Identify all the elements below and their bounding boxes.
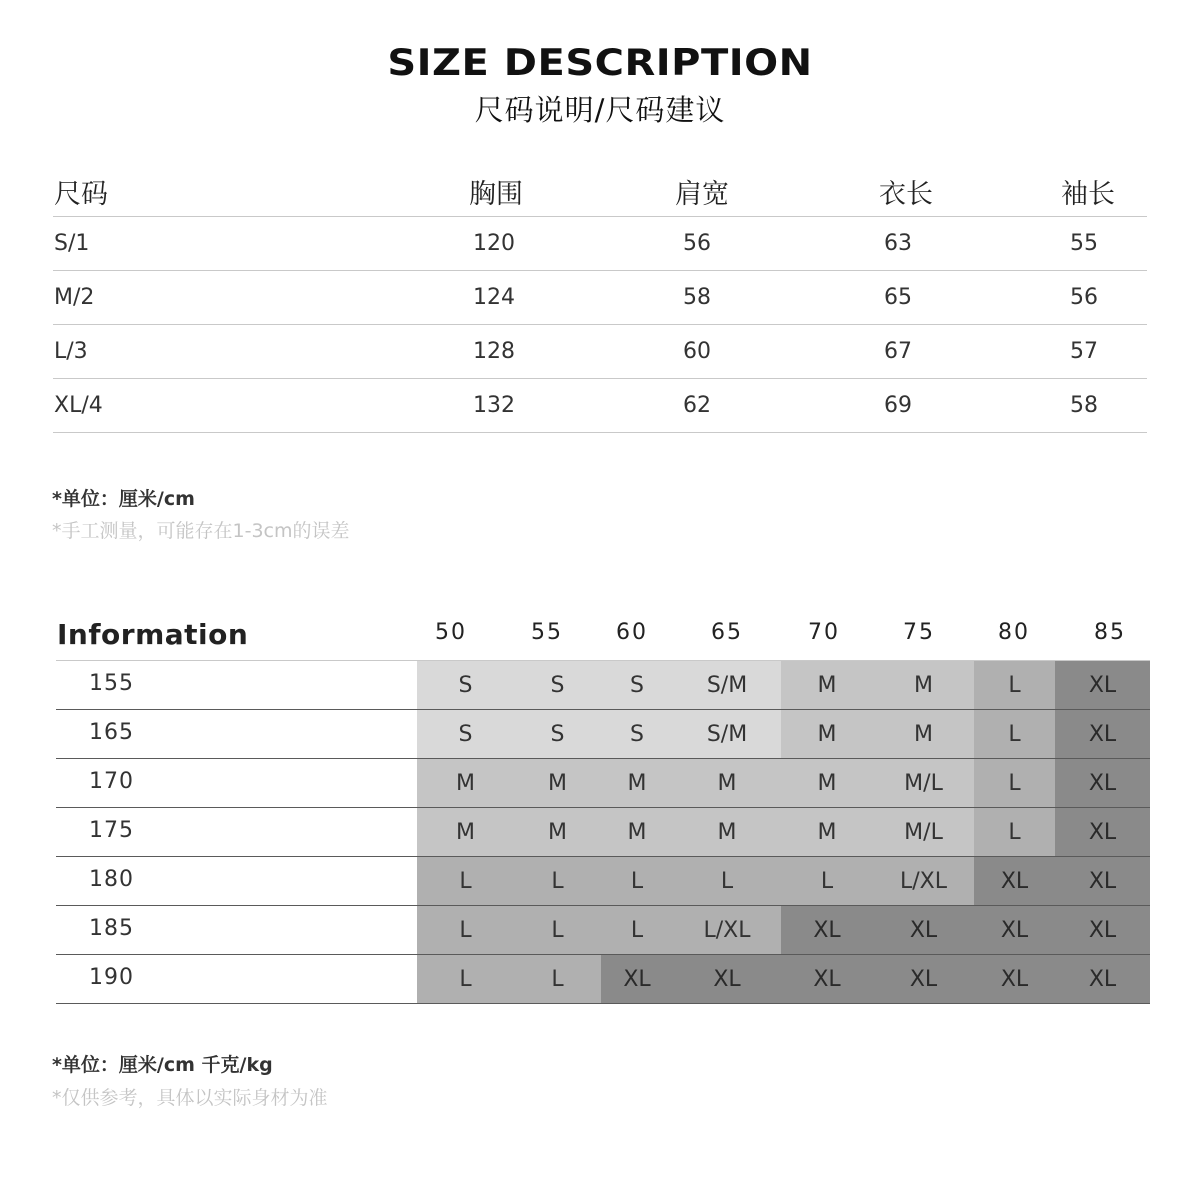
size-cell: L	[781, 857, 873, 905]
header-chest: 胸围	[469, 179, 523, 210]
size-cell: XL	[673, 955, 781, 1003]
size-cell: XL	[974, 857, 1055, 905]
size-cell: L	[514, 906, 601, 954]
size-cell: XL	[1055, 808, 1150, 856]
cell-chest: 132	[473, 393, 515, 418]
size-cell: L	[974, 808, 1055, 856]
size-cell: M	[417, 759, 514, 807]
height-label: 170	[89, 769, 134, 794]
size-table-header	[53, 160, 1147, 217]
size-cell: S	[514, 661, 601, 709]
weight-label: 85	[1094, 620, 1126, 645]
size-cell: XL	[1055, 906, 1150, 954]
size-cell: XL	[601, 955, 673, 1003]
size-cell: XL	[1055, 661, 1150, 709]
cell-shoulder: 60	[683, 339, 711, 364]
size-cell: L/XL	[673, 906, 781, 954]
cell-sleeve: 57	[1070, 339, 1098, 364]
cell-size: M/2	[54, 285, 95, 310]
cell-chest: 120	[473, 231, 515, 256]
table-row	[56, 955, 1150, 1004]
weight-label: 70	[808, 620, 840, 645]
disclaimer-note: *仅供参考，具体以实际身材为准	[52, 1087, 328, 1109]
table-row	[53, 271, 1147, 325]
size-cell: S	[601, 661, 673, 709]
table-row	[56, 710, 1150, 759]
size-cell: L	[417, 906, 514, 954]
size-cell: L/XL	[873, 857, 974, 905]
size-cell: L	[673, 857, 781, 905]
page-title: SIZE DESCRIPTION	[387, 41, 813, 85]
size-cell: XL	[873, 906, 974, 954]
table-row	[53, 217, 1147, 271]
unit-note: *单位：厘米/cm	[52, 488, 195, 510]
table-row	[56, 660, 1150, 710]
size-cell: L	[974, 661, 1055, 709]
size-cell: XL	[781, 906, 873, 954]
weight-label: 80	[998, 620, 1030, 645]
height-label: 185	[89, 916, 134, 941]
size-table	[53, 160, 1147, 433]
size-cell: M	[873, 710, 974, 758]
size-cell: M	[673, 759, 781, 807]
info-title: Information	[57, 618, 249, 651]
size-cell: L	[514, 955, 601, 1003]
size-cell: S/M	[673, 661, 781, 709]
size-cell: M/L	[873, 808, 974, 856]
size-cell: S	[417, 661, 514, 709]
size-cell: XL	[781, 955, 873, 1003]
size-cell: S/M	[673, 710, 781, 758]
table-row	[53, 379, 1147, 433]
table-row	[56, 857, 1150, 906]
weight-label: 60	[616, 620, 648, 645]
weight-label: 75	[903, 620, 935, 645]
size-cell: M	[781, 661, 873, 709]
table-row	[56, 808, 1150, 857]
height-label: 190	[89, 965, 134, 990]
height-label: 175	[89, 818, 134, 843]
table-row	[53, 325, 1147, 379]
cell-shoulder: 62	[683, 393, 711, 418]
size-cell: XL	[1055, 759, 1150, 807]
cell-size: S/1	[54, 231, 90, 256]
weight-label: 55	[531, 620, 563, 645]
cell-length: 69	[884, 393, 912, 418]
cell-chest: 128	[473, 339, 515, 364]
size-cell: M	[781, 710, 873, 758]
size-cell: L	[417, 955, 514, 1003]
page-subtitle: 尺码说明/尺码建议	[474, 93, 726, 127]
size-cell: XL	[873, 955, 974, 1003]
cell-size: L/3	[54, 339, 88, 364]
size-cell: S	[601, 710, 673, 758]
cell-length: 67	[884, 339, 912, 364]
size-cell: XL	[1055, 857, 1150, 905]
header-shoulder: 肩宽	[675, 179, 729, 210]
size-cell: M	[673, 808, 781, 856]
size-cell: L	[601, 906, 673, 954]
height-label: 180	[89, 867, 134, 892]
cell-shoulder: 58	[683, 285, 711, 310]
size-cell: XL	[974, 955, 1055, 1003]
size-cell: M	[781, 808, 873, 856]
cell-size: XL/4	[54, 393, 103, 418]
cell-length: 65	[884, 285, 912, 310]
size-cell: XL	[1055, 710, 1150, 758]
cell-sleeve: 55	[1070, 231, 1098, 256]
weight-label: 50	[435, 620, 467, 645]
height-label: 155	[89, 671, 134, 696]
weight-label: 65	[711, 620, 743, 645]
size-cell: M	[514, 759, 601, 807]
size-cell: L	[974, 710, 1055, 758]
cell-length: 63	[884, 231, 912, 256]
unit-note-2: *单位：厘米/cm 千克/kg	[52, 1054, 273, 1076]
size-cell: M	[873, 661, 974, 709]
size-cell: XL	[974, 906, 1055, 954]
table-row	[56, 906, 1150, 955]
header-length: 衣长	[879, 179, 933, 210]
size-cell: S	[514, 710, 601, 758]
size-cell: L	[514, 857, 601, 905]
size-recommendation-grid	[56, 660, 1150, 1004]
size-cell: M	[781, 759, 873, 807]
size-cell: L	[417, 857, 514, 905]
cell-chest: 124	[473, 285, 515, 310]
header-sleeve: 袖长	[1061, 179, 1115, 210]
header-size: 尺码	[54, 179, 108, 210]
size-cell: L	[601, 857, 673, 905]
size-cell: M	[417, 808, 514, 856]
cell-sleeve: 56	[1070, 285, 1098, 310]
height-label: 165	[89, 720, 134, 745]
measurement-error-note: *手工测量，可能存在1-3cm的误差	[52, 520, 350, 542]
size-cell: M	[601, 759, 673, 807]
size-cell: L	[974, 759, 1055, 807]
size-cell: M/L	[873, 759, 974, 807]
size-cell: M	[514, 808, 601, 856]
cell-sleeve: 58	[1070, 393, 1098, 418]
size-cell: S	[417, 710, 514, 758]
size-cell: XL	[1055, 955, 1150, 1003]
table-row	[56, 759, 1150, 808]
size-cell: M	[601, 808, 673, 856]
cell-shoulder: 56	[683, 231, 711, 256]
